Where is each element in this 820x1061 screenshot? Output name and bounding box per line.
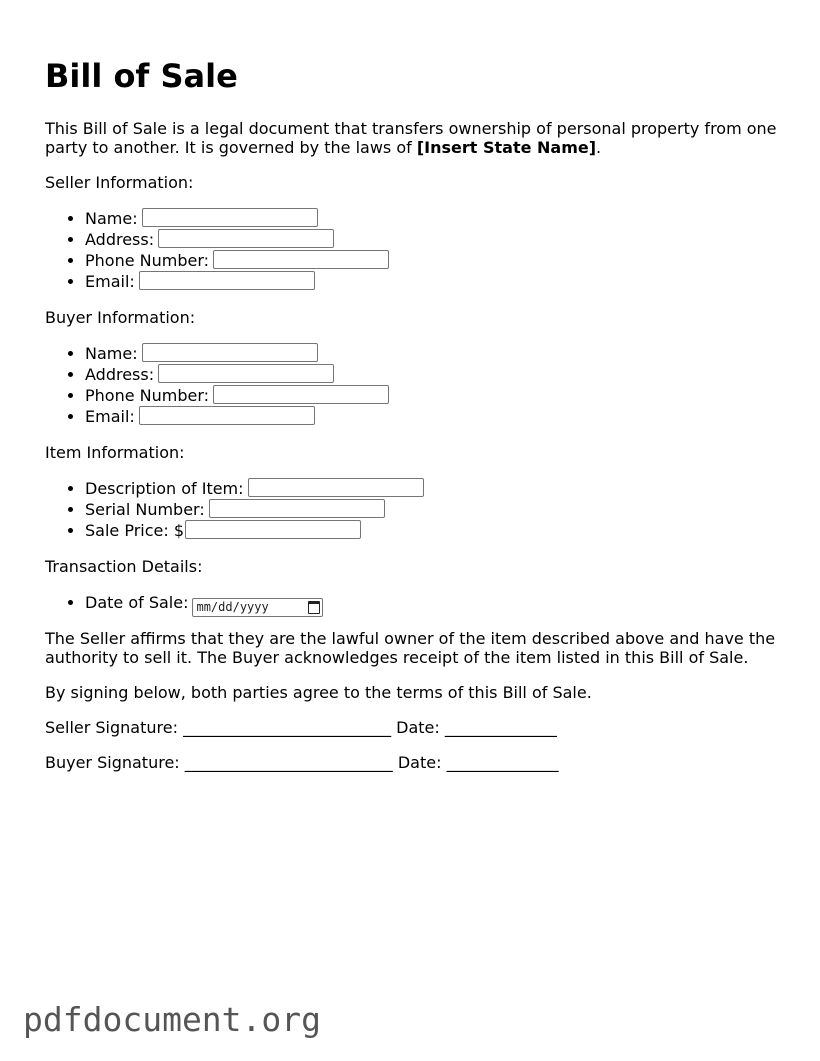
- buyer-signature-line: Buyer Signature: __________________________ Date: ______________: [45, 753, 559, 772]
- buyer-email-label: Email:: [85, 407, 135, 426]
- item-heading: Item Information:: [45, 443, 185, 462]
- buyer-address-input[interactable]: [158, 364, 334, 383]
- state-placeholder: [Insert State Name]: [416, 138, 597, 157]
- sale-date-label: Date of Sale:: [85, 593, 189, 612]
- affirmation-paragraph: The Seller affirms that they are the lawful owner of the item described above and have the authority to sell it. The Buyer acknowledges receipt of the item listed in this Bill of Sale.: [45, 629, 776, 667]
- seller-name-label: Name:: [85, 209, 138, 228]
- intro-paragraph: [45, 119, 785, 157]
- transaction-heading: Transaction Details:: [45, 557, 203, 576]
- transaction-fields: [45, 592, 785, 613]
- sale-date-placeholder: mm/dd/yyyy: [196, 600, 269, 614]
- list-item: [85, 364, 785, 385]
- document-body: [45, 56, 785, 788]
- seller-phone-label: Phone Number:: [85, 251, 210, 270]
- seller-address-label: Address:: [85, 230, 155, 249]
- seller-name-input[interactable]: [142, 208, 318, 227]
- intro-text-end: .: [596, 138, 602, 157]
- buyer-email-input[interactable]: [139, 406, 315, 425]
- buyer-heading: Buyer Information:: [45, 308, 196, 327]
- list-item: [85, 520, 785, 541]
- intro-text: This Bill of Sale is a legal document that transfers ownership of personal property from one party to another. It is governed by the laws of: [45, 119, 777, 157]
- buyer-address-label: Address:: [85, 365, 155, 384]
- list-item: [85, 406, 785, 427]
- list-item: [85, 208, 785, 229]
- item-serial-label: Serial Number:: [85, 500, 205, 519]
- item-description-input[interactable]: [248, 478, 424, 497]
- item-description-label: Description of Item:: [85, 479, 244, 498]
- seller-heading: Seller Information:: [45, 173, 194, 192]
- list-item: [85, 385, 785, 406]
- item-price-input[interactable]: [185, 520, 361, 539]
- list-item: [85, 271, 785, 292]
- seller-phone-input[interactable]: [213, 250, 389, 269]
- item-price-label: Sale Price: $: [85, 521, 185, 540]
- item-serial-input[interactable]: [209, 499, 385, 518]
- calendar-icon[interactable]: [308, 601, 320, 614]
- item-fields: [45, 478, 785, 541]
- list-item: [85, 592, 785, 613]
- seller-email-label: Email:: [85, 272, 135, 291]
- buyer-phone-label: Phone Number:: [85, 386, 210, 405]
- page-title: Bill of Sale: [45, 57, 238, 95]
- buyer-name-input[interactable]: [142, 343, 318, 362]
- watermark: pdfdocument.org: [23, 1000, 322, 1039]
- list-item: [85, 229, 785, 250]
- list-item: [85, 499, 785, 520]
- seller-address-input[interactable]: [158, 229, 334, 248]
- agreement-paragraph: By signing below, both parties agree to the terms of this Bill of Sale.: [45, 683, 592, 702]
- buyer-fields: [45, 343, 785, 427]
- list-item: [85, 250, 785, 271]
- buyer-phone-input[interactable]: [213, 385, 389, 404]
- sale-date-input[interactable]: [192, 598, 323, 617]
- seller-fields: [45, 208, 785, 292]
- list-item: [85, 478, 785, 499]
- list-item: [85, 343, 785, 364]
- seller-email-input[interactable]: [139, 271, 315, 290]
- buyer-name-label: Name:: [85, 344, 138, 363]
- seller-signature-line: Seller Signature: __________________________ Date: ______________: [45, 718, 557, 737]
